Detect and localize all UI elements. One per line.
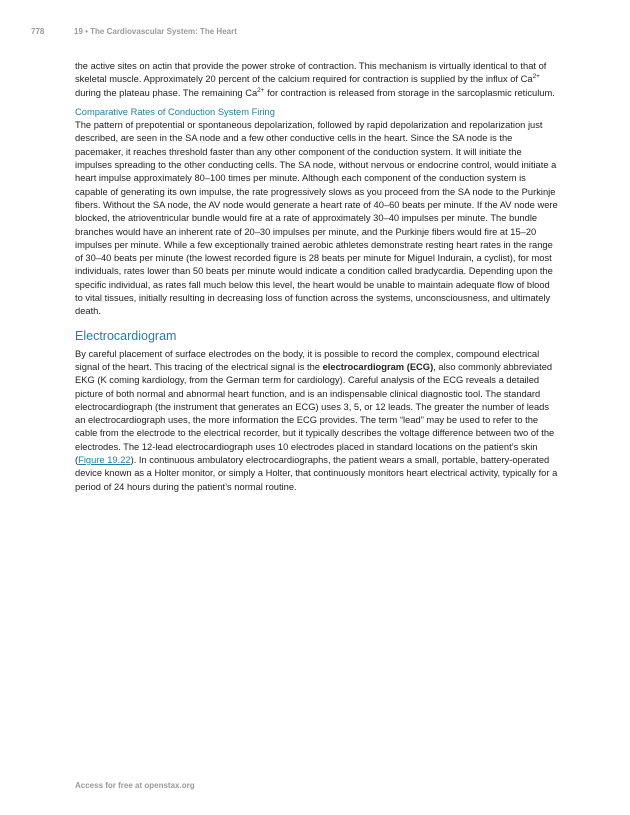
paragraph-text: By careful placement of surface electrodes on the body, it is possible to record the complex, compound electrical signal of the heart. This tracing of the electrical signal is the	[75, 348, 540, 372]
section-heading: Electrocardiogram	[75, 328, 177, 343]
paragraph-calcium	[75, 60, 560, 100]
superscript-charge: 2+	[532, 73, 540, 81]
page-content	[75, 60, 560, 494]
superscript-charge: 2+	[257, 86, 265, 94]
paragraph-ecg	[75, 348, 560, 494]
paragraph-text: during the plateau phase. The remaining Ca	[75, 87, 258, 98]
page-number: 778	[31, 27, 45, 36]
page-footer: Access for free at openstax.org	[75, 781, 195, 790]
paragraph-text: the active sites on actin that provide the power stroke of contraction. This mechanism is virtually identical to that of skeletal muscle. Approximately 20 percent of the calcium required for contraction is supplied by the influx of Ca	[75, 61, 547, 85]
chapter-title: 19 • The Cardiovascular System: The Heart	[74, 27, 237, 36]
paragraph-text: for contraction is released from storage in the sarcoplasmic reticulum.	[264, 87, 555, 98]
paragraph-text: , also commonly abbreviated EKG (K coming kardiology, from the German term for cardiology). Careful analysis of the ECG reveals a detailed picture of both normal and abnormal heart function, and is an indispensable clinical diagnostic tool. The standard electrocardiograph (the instrument that generates an ECG) uses 3, 5, or 12 leads. The greater the number of leads an electrocardiograph uses, the more information the ECG provides. The term “lead” may be used to refer to the cable from the electrode to the electrical recorder, but it typically describes the voltage difference between two of the electrodes. The 12-lead electrocardiograph uses 10 electrodes placed in standard locations on the patient’s skin (	[75, 361, 555, 466]
figure-link[interactable]: Figure 19.22	[78, 455, 131, 466]
paragraph-text: ). In continuous ambulatory electrocardiographs, the patient wears a small, portable, battery-operated device known as a Holter monitor, or simply a Holter, that continuously monitors heart electrical activity, typically for a period of 24 hours during the patient’s normal routine.	[75, 455, 558, 492]
paragraph-conduction-rates: The pattern of prepotential or spontaneous depolarization, followed by rapid depolarization and repolarization just described, are seen in the SA node and a few other conductive cells in the heart. Since the SA node is the pacemaker, it reaches threshold faster than any other component of the conduction system. It will initiate the impulses spreading to the other conducting cells. The SA node, without nervous or endocrine control, would initiate a heart impulse approximately 80–100 times per minute. Although each component of the conduction system is capable of generating its own impulse, the rate progressively slows as you proceed from the SA node to the Purkinje fibers. Without the SA node, the AV node would generate a heart rate of 40–60 beats per minute. If the AV node were blocked, the atrioventricular bundle would fire at a rate of approximately 30–40 impulses per minute. The bundle branches would have an inherent rate of 20–30 impulses per minute, and the Purkinje fibers would fire at 15–20 impulses per minute. While a few exceptionally trained aerobic athletes demonstrate resting heart rates in the range of 30–40 beats per minute (the lowest recorded figure is 28 beats per minute for Miguel Indurain, a cyclist), for most individuals, rates lower than 50 beats per minute would indicate a condition called bradycardia. Depending upon the specific individual, as rates fall much below this level, the heart would be unable to maintain adequate flow of blood to vital tissues, initially resulting in decreasing loss of function across the systems, unconsciousness, and ultimately death.	[75, 120, 558, 317]
key-term: electrocardiogram (ECG)	[322, 361, 434, 372]
subsection-heading: Comparative Rates of Conduction System Firing	[75, 106, 275, 117]
page-header	[31, 27, 590, 41]
